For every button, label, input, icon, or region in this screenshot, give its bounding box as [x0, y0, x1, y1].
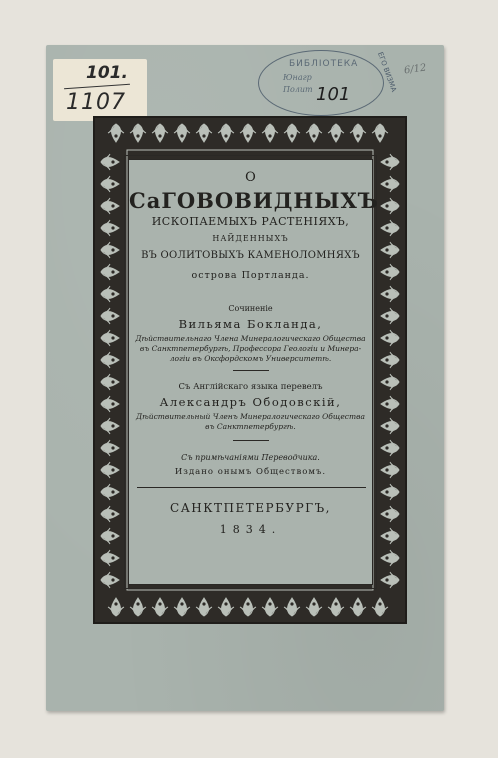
leaf-ornament [328, 598, 344, 616]
leaf-ornament [174, 124, 190, 142]
leaf-ornament [381, 352, 399, 368]
leaf-ornament [306, 598, 322, 616]
leaf-ornament [372, 598, 388, 616]
imprint-city: САНКТПЕТЕРБУРГЪ, [170, 501, 331, 515]
leaf-ornament [381, 572, 399, 588]
leaf-ornament [381, 286, 399, 302]
leaf-ornament [101, 506, 119, 522]
title-quarry: ВЪ ООЛИТОВЫХЪ КАМЕНОЛОМНЯХЪ [141, 250, 360, 261]
leaf-ornament [174, 598, 190, 616]
leaf-ornament [381, 418, 399, 434]
imprint-year: 1834. [219, 523, 282, 536]
pencil-mark: 6/12 [403, 62, 428, 77]
title-fossil: ИСКОПАЕМЫХЪ РАСТЕНІЯХЪ, [151, 215, 350, 228]
leaf-ornament [101, 220, 119, 236]
translator-intro: Съ Англійскаго языка перевелъ [178, 382, 323, 392]
leaf-ornament [101, 286, 119, 302]
leaf-ornament [101, 440, 119, 456]
divider-rule [233, 370, 269, 371]
leaf-ornament [196, 124, 212, 142]
author-intro: Сочиненіе [228, 304, 273, 313]
title-main: СаГОВОВИДНЫХЪ [129, 188, 379, 213]
leaf-ornament [381, 330, 399, 346]
leaf-ornament [381, 374, 399, 390]
leaf-ornament [101, 462, 119, 478]
leaf-ornament [101, 154, 119, 170]
leaf-ornament [381, 176, 399, 192]
author-name: Вильяма Бокланда, [178, 317, 323, 331]
notes-line: Съ примѣчаніями Переводчика. [181, 453, 320, 462]
leaf-ornament [381, 264, 399, 280]
leaf-ornament [381, 396, 399, 412]
translator-name: Александръ Ободовскій, [159, 395, 342, 409]
leaf-ornament [381, 154, 399, 170]
leaf-ornament [101, 528, 119, 544]
leaf-ornament [306, 124, 322, 142]
translator-desc-2: въ Санктпетербургѣ. [205, 422, 296, 431]
leaf-ornament [152, 124, 168, 142]
leaf-ornament [381, 308, 399, 324]
leaf-ornament [381, 528, 399, 544]
leaf-ornament [381, 198, 399, 214]
leaf-ornament [101, 374, 119, 390]
leaf-ornament [130, 124, 146, 142]
leaf-ornament [381, 242, 399, 258]
leaf-ornament [218, 598, 234, 616]
leaf-ornament [152, 598, 168, 616]
leaf-ornament [101, 308, 119, 324]
leaf-ornament [101, 352, 119, 368]
leaf-ornament [101, 572, 119, 588]
leaf-ornament [381, 440, 399, 456]
imprint-rule [137, 487, 366, 488]
leaf-ornament [381, 220, 399, 236]
title-preposition: О [245, 170, 256, 185]
stamp-line-1: Юнагр [283, 73, 312, 82]
leaf-ornament [350, 598, 366, 616]
leaf-ornament [130, 598, 146, 616]
leaf-ornament [381, 550, 399, 566]
stamp-line-2: Полит [283, 85, 313, 94]
label-number-top: 101. [86, 63, 128, 83]
stamp-side-text: ЕГО ВИЗМА [375, 51, 398, 93]
leaf-ornament [101, 264, 119, 280]
title-found: НАЙДЕННЫХЪ [212, 234, 289, 243]
leaf-ornament [196, 598, 212, 616]
author-desc-2: въ Санктпетербургѣ, Профессора Геологіи и Минера- [139, 344, 362, 353]
stamp-title: БИБЛІОТЕКА [289, 59, 359, 69]
leaf-ornament [350, 124, 366, 142]
leaf-ornament [101, 418, 119, 434]
leaf-ornament [372, 124, 388, 142]
leaf-ornament [240, 124, 256, 142]
title-panel [128, 159, 379, 585]
leaf-ornament [284, 124, 300, 142]
leaf-ornament [381, 506, 399, 522]
leaf-ornament [101, 176, 119, 192]
leaf-ornament [262, 124, 278, 142]
leaf-ornament [328, 124, 344, 142]
leaf-ornament [101, 330, 119, 346]
leaf-ornament [262, 598, 278, 616]
publisher-line: Издано онымъ Обществомъ. [174, 467, 327, 477]
leaf-ornament [218, 124, 234, 142]
author-desc-3: логіи въ Оксфордскомъ Университетѣ. [169, 354, 332, 363]
library-stamp [258, 50, 384, 116]
translator-desc-1: Дѣйствительный Членъ Минералогическаго Общества [136, 412, 365, 421]
label-number-bottom: 1107 [66, 90, 126, 115]
leaf-ornament [101, 484, 119, 500]
leaf-ornament [240, 598, 256, 616]
leaf-ornament [284, 598, 300, 616]
leaf-ornament [108, 124, 124, 142]
leaf-ornament [101, 198, 119, 214]
leaf-ornament [108, 598, 124, 616]
leaf-ornament [101, 550, 119, 566]
stamp-number: 101 [316, 84, 351, 105]
leaf-ornament [381, 484, 399, 500]
leaf-ornament [101, 396, 119, 412]
leaf-ornament [101, 242, 119, 258]
author-desc-1: Дѣйствительнаго Члена Минералогическаго Общества [135, 334, 366, 343]
divider-rule [233, 440, 269, 441]
leaf-ornament [381, 462, 399, 478]
title-island: острова Портланда. [191, 270, 310, 281]
